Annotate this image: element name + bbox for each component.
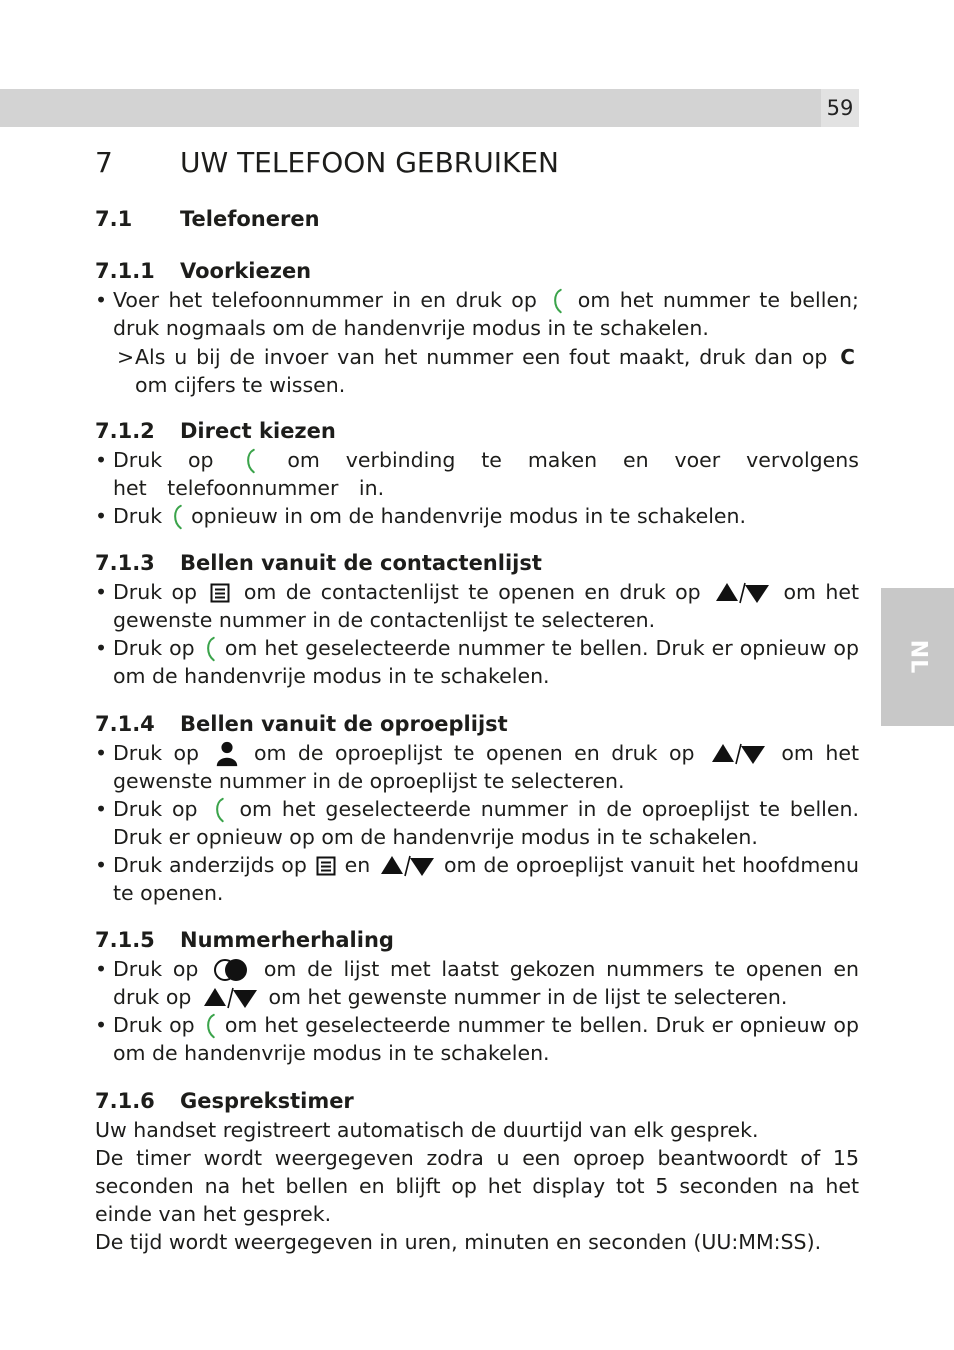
subsection-number: 7.1.1 — [95, 259, 155, 283]
call-icon — [203, 636, 217, 662]
paragraph: Uw handset registreert automatisch de duurtijd van elk gesprek. — [95, 1118, 759, 1142]
subsection-number: 7.1.6 — [95, 1089, 155, 1113]
language-tab-label: NL — [905, 639, 930, 675]
text: om het gewenste nummer in de oproeplijst te selecteren. — [113, 741, 859, 793]
menu-icon — [210, 583, 230, 603]
text: om de oproeplijst vanuit het hoofdmenu te openen. — [113, 853, 859, 905]
language-tab — [881, 588, 954, 726]
list-item — [95, 739, 859, 795]
list-item — [95, 1011, 859, 1067]
text: om verbinding te maken en voer vervolgens het telefoonnummer in. — [113, 448, 859, 500]
subsection-heading-716 — [95, 1087, 354, 1115]
clear-key-icon: C — [840, 345, 855, 369]
redial-icon — [213, 958, 249, 982]
text: opnieuw in om de handenvrije modus in te schakelen. — [191, 504, 747, 528]
bullet: • — [95, 957, 108, 981]
text: om het geselecteerde nummer te bellen. Druk er opnieuw op om de handenvrije modus in te schakelen. — [113, 636, 859, 688]
section-heading — [95, 205, 320, 233]
up-down-arrows-icon — [379, 854, 435, 878]
text: Druk op — [113, 797, 198, 821]
bullet: • — [95, 580, 108, 604]
bullet: • — [95, 741, 108, 765]
up-down-arrows-icon — [710, 742, 766, 766]
menu-icon — [316, 856, 336, 876]
section-title: Telefoneren — [180, 207, 320, 231]
text: om het geselecteerde nummer te bellen. Druk er opnieuw op om de handenvrije modus in te schakelen. — [113, 1013, 859, 1065]
list-item — [95, 446, 859, 502]
subsection-heading-714 — [95, 710, 508, 738]
subsection-title: Bellen vanuit de oproeplijst — [180, 712, 508, 736]
subsection-number: 7.1.2 — [95, 419, 155, 443]
text: Druk op — [113, 1013, 195, 1037]
list-item — [95, 286, 859, 342]
text: Druk op — [113, 448, 214, 472]
page-number: 59 — [821, 89, 859, 127]
text: Als u bij de invoer van het nummer een fout maakt, druk dan op — [135, 345, 828, 369]
section-number: 7.1 — [95, 207, 133, 231]
subsection-title: Gesprekstimer — [180, 1089, 354, 1113]
list-item — [95, 578, 859, 634]
list-item — [95, 634, 859, 690]
text: Druk op — [113, 741, 200, 765]
subsection-heading-711 — [95, 257, 311, 285]
chapter-heading — [95, 143, 559, 183]
sub-bullet: > — [117, 345, 135, 369]
bullet: • — [95, 1013, 108, 1037]
bullet: • — [95, 448, 108, 472]
text: om het gewenste nummer in de lijst te selecteren. — [268, 985, 788, 1009]
bullet: • — [95, 504, 108, 528]
list-item — [95, 795, 859, 851]
bullet: • — [95, 853, 108, 877]
paragraph: De timer wordt weergegeven zodra u een oproep beantwoordt of 15 seconden na het bellen en blijft op het display tot 5 seconden na het einde van het gesprek. — [95, 1146, 859, 1226]
header-bar — [0, 89, 821, 127]
text: druk nogmaals om de handenvrije modus in te schakelen. — [113, 316, 709, 340]
subsection-heading-712 — [95, 417, 336, 445]
text: Druk — [113, 504, 163, 528]
subsection-title: Direct kiezen — [180, 419, 336, 443]
note-item — [117, 343, 859, 399]
list-item — [95, 502, 859, 530]
call-icon — [550, 288, 564, 314]
subsection-number: 7.1.3 — [95, 551, 155, 575]
subsection-number: 7.1.5 — [95, 928, 155, 952]
text: Druk op — [113, 636, 195, 660]
text: om het geselecteerde nummer in de oproeplijst te bellen. Druk er opnieuw op om de handenvrije modus in te schakelen. — [113, 797, 859, 849]
text: om de lijst met laatst gekozen nummers te openen en druk op — [113, 957, 859, 1009]
text: Voer het telefoonnummer in en druk op — [113, 288, 537, 312]
up-down-arrows-icon — [714, 581, 770, 605]
bullet: • — [95, 288, 108, 312]
text: om het gewenste nummer in de contactenlijst te selecteren. — [113, 580, 859, 632]
up-down-arrows-icon — [202, 986, 258, 1010]
list-item — [95, 851, 859, 907]
paragraph: De tijd wordt weergegeven in uren, minuten en seconden (UU:MM:SS). — [95, 1230, 822, 1254]
subsection-number: 7.1.4 — [95, 712, 155, 736]
subsection-heading-713 — [95, 549, 542, 577]
text: en — [344, 853, 371, 877]
text: om cijfers te wissen. — [135, 373, 346, 397]
text: om de oproeplijst te openen en druk op — [253, 741, 695, 765]
text: Druk anderzijds op — [113, 853, 307, 877]
chapter-title: UW TELEFOON GEBRUIKEN — [180, 146, 559, 179]
text: om het nummer te bellen; — [577, 288, 859, 312]
subsection-heading-715 — [95, 926, 394, 954]
text: Druk op — [113, 957, 199, 981]
call-icon — [212, 797, 226, 823]
chapter-number: 7 — [95, 146, 113, 179]
person-icon — [215, 741, 239, 767]
subsection-title: Bellen vanuit de contactenlijst — [180, 551, 542, 575]
bullet: • — [95, 797, 108, 821]
call-icon — [243, 448, 257, 474]
subsection-title: Voorkiezen — [180, 259, 312, 283]
text: om de contactenlijst te openen en druk op — [243, 580, 701, 604]
text: Druk op — [113, 580, 198, 604]
list-item — [95, 955, 859, 1011]
call-icon — [203, 1013, 217, 1039]
bullet: • — [95, 636, 108, 660]
subsection-title: Nummerherhaling — [180, 928, 394, 952]
call-icon — [170, 504, 184, 530]
